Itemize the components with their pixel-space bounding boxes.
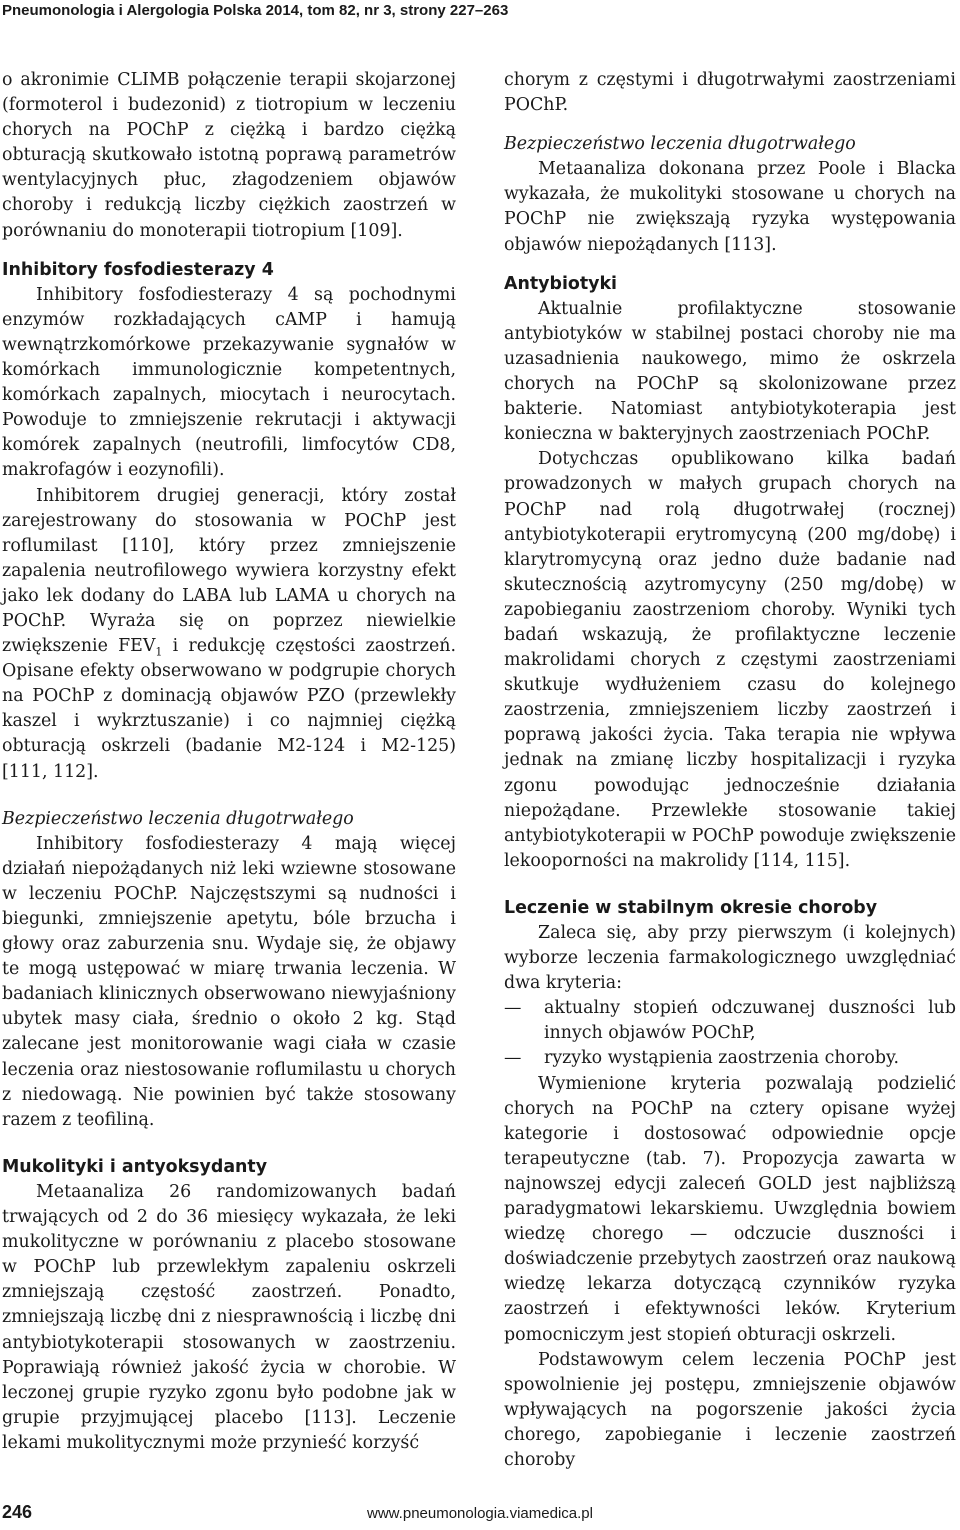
page-number: 246: [2, 1502, 33, 1522]
journal-url: www.pneumonologia.viamedica.pl: [367, 1505, 593, 1522]
antibiotics-paragraph-2: Dotychczas opublikowano kilka badań prowadzonych w małych grupach chorych na POChP nad rolą długotrwałej (rocznej) antybiotykoterapii erytromycyną (200 mg/dobę) i klarytromycyną oraz jedno duże badanie nad skutecznością azytromycyny (250 mg/dobę) w zapobieganiu zaostrzeniom choroby. Wyniki tych badań wskazują, że profilaktyczne leczenie makrolidami chorych z częstymi zaostrzeniami skutkuje wydłużeniem czasu do kolejnego zaostrzenia, zmniejszeniem liczby zaostrzeń i poprawą jakości życia. Taka terapia nie wpływa jednak na zmianę liczby hospitalizacji i ryzyka zgonu powodując jednocześnie działania niepożądane. Przewlekłe stosowanie takiej antybiotykoterapii w POChP powoduje zwiększenie lekooporności na makrolidy [114, 115].: [504, 449, 956, 871]
stable-phase-paragraph-1: Zaleca się, aby przy pierwszym (i kolejnych) wyborze leczenia farmakologicznego uwzględniać dwa kryteria:: [504, 923, 956, 994]
criteria-item: — aktualny stopień odczuwanej duszności lub innych objawów POChP,: [504, 996, 956, 1046]
pde4-p2-text-b: i redukcję częstości zaostrzeń. Opisane efekty obserwowano w podgrupie chorych na POChP z dominacją objawów PZO (przewlekły kaszel i wykrztuszanie) i co najmniej ciężką obturacją oskrzeli (badanie M2-124 i M2-125) [111, 112].: [2, 636, 456, 782]
criteria-item: — ryzyko wystąpienia zaostrzenia choroby.: [504, 1046, 956, 1071]
pde4-p2-text-a: Inhibitorem drugiej generacji, który został zarejestrowany do stosowania w POChP jest roflumilast [110], który przez zmniejszenie zapalenia neutrofilowego wywiera korzystny efekt jako lek dodany do LABA lub LAMA u chorych na POChP. Wyraża się on poprzez niewielkie zwiększenie FEV: [2, 485, 456, 657]
criteria-list: [504, 996, 956, 1071]
right-column: [504, 68, 956, 1473]
mucolytics-paragraph: Metaanaliza 26 randomizowanych badań trwających od 2 do 36 miesięcy wykazała, że leki mukolityczne w porównaniu z placebo stosowane w POChP lub przewlekłym zapaleniu oskrzeli zmniejszają częstość zaostrzeń. Ponadto, zmniejszają liczbę dni z niesprawnością i liczbę dni antybiotykoterapii stosowanych w zaostrzeniu. Poprawiają również jakość życia w chorobie. W leczonej grupie ryzyko zgonu było podobne jak w grupie przyjmującej placebo [113]. Leczenie lekami mukolitycznymi może przynieść korzyść: [2, 1181, 456, 1453]
pde4-safety-heading: Bezpieczeństwo leczenia długotrwałego: [2, 808, 354, 829]
antibiotics-heading: Antybiotyki: [504, 273, 618, 294]
pde4-heading: Inhibitory fosfodiesterazy 4: [2, 259, 274, 280]
continuation-paragraph: chorym z częstymi i długotrwałymi zaostrzeniami POChP.: [504, 70, 956, 116]
fev-subscript: 1: [155, 645, 163, 659]
mucolytics-safety-heading: Bezpieczeństwo leczenia długotrwałego: [504, 134, 856, 155]
pde4-safety-paragraph: Inhibitory fosfodiesterazy 4 mają więcej działań niepożądanych niż leki wziewne stosowane w leczeniu POChP. Najczęstszymi są nudności i biegunki, zmniejszenie apetytu, bóle brzucha i głowy oraz zaburzenia snu. Wydaje się, że objawy te mogą ustępować w miarę trwania leczenia. W badaniach klinicznych obserwowano niewyjaśniony ubytek masy ciała, średnio o około 2 kg. Stąd zalecane jest monitorowanie wagi ciała w czasie leczenia oraz niestosowanie roflumilastu u chorych z niedowagą. Nie powinien być także stosowany razem z teofiliną.: [2, 833, 456, 1130]
left-column: [2, 68, 456, 1456]
stable-phase-heading: Leczenie w stabilnym okresie choroby: [504, 897, 878, 918]
stable-phase-paragraph-2: Wymienione kryteria pozwalają podzielić chorych na POChP na cztery opisane wyżej kategorie i dostosować odpowiednie opcje terapeutyczne (tab. 7). Propozycja zawarta w najnowszej edycji zaleceń GOLD jest najbliższą paradygmatowi lekarskiemu. Uwzględnia bowiem wiedzę chorego — odczucie duszności i doświadczenie przebytych zaostrzeń oraz naukową wiedzę lekarza dotyczącą czynników ryzyka zaostrzeń i efektywności leków. Kryterium pomocniczym jest stopień obturacji oskrzeli.: [504, 1073, 956, 1345]
mucolytics-safety-paragraph: Metaanaliza dokonana przez Poole i Blacka wykazała, że mukolityki stosowane u chorych na POChP nie zwiększają ryzyka występowania objawów niepożądanych [113].: [504, 159, 956, 255]
intro-paragraph: o akronimie CLIMB połączenie terapii skojarzonej (formoterol i budezonid) z tiotropium w leczeniu chorych na POChP z ciężką i bardzo ciężką obturacją skutkowało istotną poprawą parametrów wentylacyjnych płuc, złagodzeniem objawów choroby i redukcją liczby ciężkich zaostrzeń w porównaniu do monoterapii tiotropium [109].: [2, 70, 456, 241]
pde4-paragraph-2: [2, 484, 456, 785]
pde4-paragraph-1: Inhibitory fosfodiesterazy 4 są pochodnymi enzymów rozkładających cAMP i hamują wewnątrzkomórkowe przekazywanie sygnałów w komórkach immunologicznie kompetentnych, komórkach zapalnych, miocytach i neurocytach. Powoduje to zmniejszenie rekrutacji i aktywacji komórek zapalnych (neutrofili, limfocytów CD8, makrofagów i eozynofili).: [2, 284, 456, 481]
mucolytics-heading: Mukolityki i antyoksydanty: [2, 1156, 268, 1177]
stable-phase-paragraph-3: Podstawowym celem leczenia POChP jest spowolnienie jej postępu, zmniejszenie objawów wpływających na pogorszenie jakości życia chorego, zapobieganie i leczenie zaostrzeń choroby: [504, 1349, 956, 1470]
antibiotics-paragraph-1: Aktualnie profilaktyczne stosowanie antybiotyków w stabilnej postaci choroby nie ma uzasadnienia naukowego, mimo że oskrzela chorych na POChP są skolonizowane przez bakterie. Natomiast antybiotykoterapia jest konieczna w bakteryjnych zaostrzeniach POChP.: [504, 298, 956, 445]
journal-header: Pneumonologia i Alergologia Polska 2014, tom 82, nr 3, strony 227–263: [2, 2, 509, 19]
